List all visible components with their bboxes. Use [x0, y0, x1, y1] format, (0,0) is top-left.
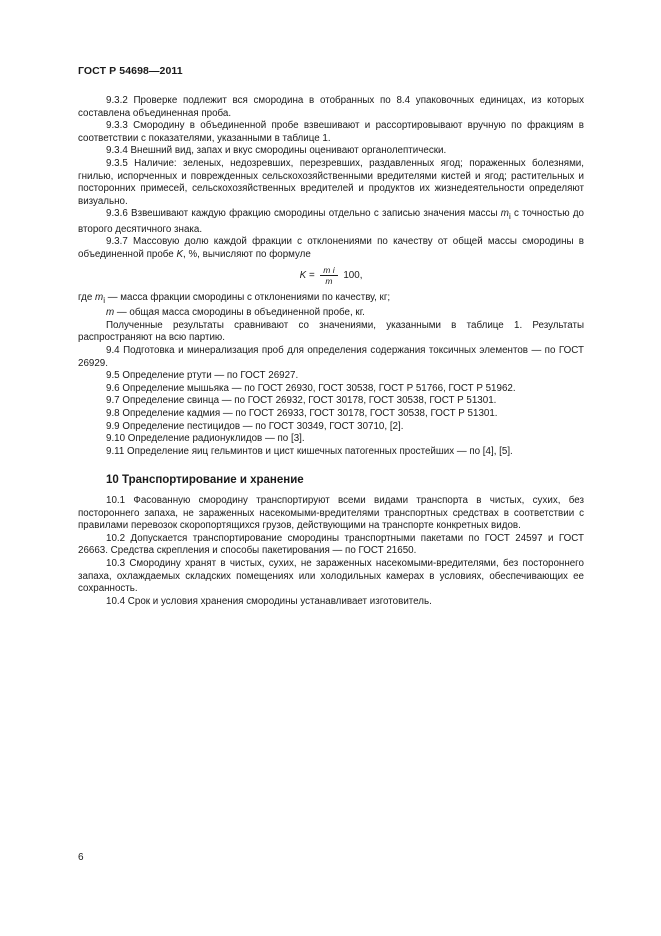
formula-lhs: K =	[299, 269, 315, 281]
page-number: 6	[78, 852, 84, 863]
paragraph-9-3-5: 9.3.5 Наличие: зеленых, недозревших, перезревших, раздавленных ягод; пораженных болезнями, гнилью, испорченных и поврежденных сельскохозяйственными вредителями кистей и ягод; растительных и посторонних примесей, сельскохозяйственных вредителей и продуктов их жизнедеятельности определяют визуально.	[78, 157, 584, 207]
where-line-1: где $m_i$ — масса фракции смородины с отклонениями по качеству, кг;	[78, 291, 391, 305]
paragraph-10-3: 10.3 Смородину хранят в чистых, сухих, не зараженных насекомыми-вредителями, без постороннего запаха, охлаждаемых складских помещениях или холодильных камерах в условиях, обеспечивающих ее сохранность.	[78, 557, 584, 595]
paragraph-9-11: 9.11 Определение яиц гельминтов и цист кишечных патогенных простейших — по [4], [5].	[106, 445, 513, 457]
section-10-title: 10 Транспортирование и хранение	[106, 474, 304, 487]
formula-rest: 100,	[343, 269, 363, 281]
formula-numerator: m i	[320, 265, 337, 276]
paragraph-10-4: 10.4 Срок и условия хранения смородины устанавливает изготовитель.	[106, 595, 432, 607]
paragraph-9-3-6: 9.3.6 Взвешивают каждую фракцию смородины отдельно с записью значения массы $m_i$ с точностью до второго десятичного знака.	[78, 208, 584, 235]
paragraph-9-9: 9.9 Определение пестицидов — по ГОСТ 30349, ГОСТ 30710, [2].	[106, 420, 404, 432]
document-header: ГОСТ Р 54698—2011	[78, 65, 183, 77]
paragraph-9-3-7: 9.3.7 Массовую долю каждой фракции с отклонениями по качеству от общей массы смородины в объединенной пробе K, %, вычисляют по формуле	[78, 236, 584, 261]
paragraph-9-6: 9.6 Определение мышьяка — по ГОСТ 26930, ГОСТ 30538, ГОСТ Р 51766, ГОСТ Р 51962.	[106, 382, 516, 394]
paragraph-9-3-4: 9.3.4 Внешний вид, запах и вкус смородины оценивают органолептически.	[106, 145, 447, 157]
paragraph-9-10: 9.10 Определение радионуклидов — по [3].	[106, 433, 305, 445]
paragraph-10-2: 10.2 Допускается транспортирование смородины транспортными пакетами по ГОСТ 24597 и ГОСТ 26663. Средства скрепления и способы пакетирования — по ГОСТ 21650.	[78, 532, 584, 557]
paragraph-9-4: 9.4 Подготовка и минерализация проб для определения содержания токсичных элементов — по ГОСТ 26929.	[78, 345, 584, 369]
paragraph-9-3-2: 9.3.2 Проверке подлежит вся смородина в отобранных по 8.4 упаковочных единицах, из которых составлена объединенная проба.	[78, 95, 584, 119]
formula-denominator: m	[325, 275, 333, 286]
formula-fraction	[320, 265, 337, 286]
paragraph-9-8: 9.8 Определение кадмия — по ГОСТ 26933, ГОСТ 30178, ГОСТ 30538, ГОСТ Р 51301.	[106, 407, 498, 419]
where-line-2: m — общая масса смородины в объединенной пробе, кг.	[106, 307, 365, 319]
document-body	[78, 95, 584, 608]
paragraph-9-3-3: 9.3.3 Смородину в объединенной пробе взвешивают и рассортировывают вручную по фракциям в соответствии с показателями, указанными в таблице 1.	[78, 120, 584, 144]
formula-k	[78, 265, 584, 286]
paragraph-10-1: 10.1 Фасованную смородину транспортируют всеми видами транспорта в чистых, сухих, без постороннего запаха, не зараженных насекомыми-вредителями транспортных средствах в соответствии с правилами перевозок скоропортящихся грузов, действующими на транспорте конкретных видов.	[78, 494, 584, 532]
paragraph-9-7: 9.7 Определение свинца — по ГОСТ 26932, ГОСТ 30178, ГОСТ 30538, ГОСТ Р 51301.	[106, 395, 497, 407]
paragraph-9-5: 9.5 Определение ртути — по ГОСТ 26927.	[106, 370, 299, 382]
paragraph-results: Полученные результаты сравнивают со значениями, указанными в таблице 1. Результаты распространяют на всю партию.	[78, 319, 584, 344]
